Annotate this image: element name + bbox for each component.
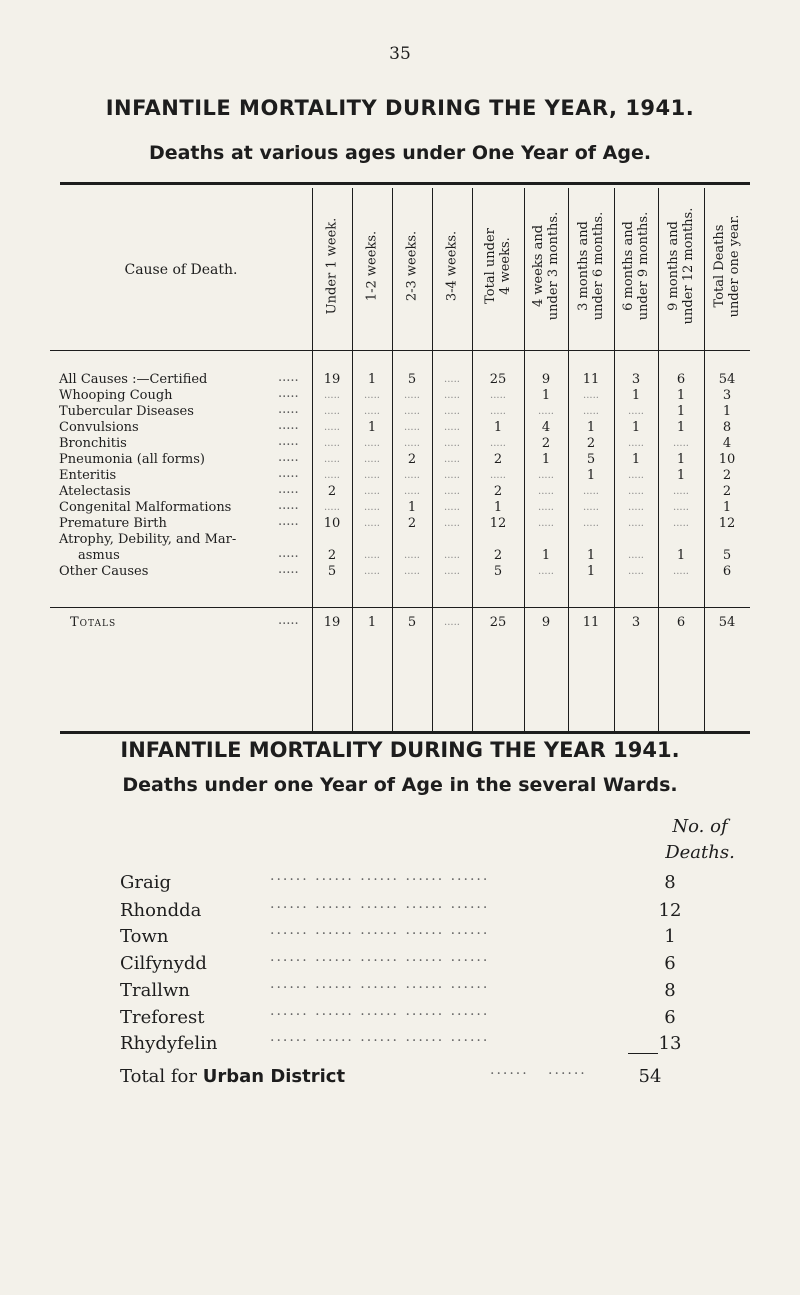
table-cell: ..... <box>444 486 460 497</box>
mortality-table <box>50 182 750 734</box>
table-cell: 6 <box>676 372 686 387</box>
urban-total-row <box>120 1062 720 1087</box>
ward-name: Trallwn <box>120 980 190 1001</box>
column-header-label: 9 months and under 12 months. <box>666 207 696 325</box>
page-title: INFANTILE MORTALITY DURING THE YEAR, 1941. <box>105 96 695 120</box>
table-cell: 1 <box>676 388 686 403</box>
table-cell: 6 <box>722 564 732 579</box>
cause-label: Tubercular Diseases <box>59 404 194 419</box>
leader-dots: ...... ...... ...... ...... ...... <box>270 1003 490 1019</box>
column-header <box>472 190 524 342</box>
table-cell: 2 <box>493 452 503 467</box>
table-cell: 1 <box>407 500 417 515</box>
table-cell: ..... <box>490 438 506 449</box>
ward-deaths: 6 <box>664 953 676 974</box>
table-cell: ..... <box>364 502 380 513</box>
table-cell: ..... <box>628 518 644 529</box>
ward-row <box>120 868 720 898</box>
table-cell: ..... <box>444 566 460 577</box>
leader-dots: ...... ...... <box>490 1062 587 1078</box>
wards-deaths-header-line1: No. of <box>672 816 728 837</box>
table-cell: ..... <box>324 422 340 433</box>
table-cell: 12 <box>489 516 507 531</box>
cause-label: Bronchitis <box>59 436 127 451</box>
table-cell: ..... <box>404 550 420 561</box>
table-cell: ..... <box>404 390 420 401</box>
leader-dots: ..... <box>278 546 299 561</box>
table-cell: ..... <box>444 550 460 561</box>
table-cell: 2 <box>722 468 732 483</box>
table-cell: 1 <box>367 372 377 387</box>
table-cell: 2 <box>327 548 337 563</box>
column-header-label: 2-3 weeks. <box>404 230 420 302</box>
column-header-label: 4 weeks and under 3 months. <box>531 211 561 321</box>
leader-dots: ...... ...... ...... ...... ...... <box>270 896 490 912</box>
totals-cell: 1 <box>367 615 377 630</box>
ward-name: Rhydyfelin <box>120 1033 218 1054</box>
table-cell: ..... <box>444 502 460 513</box>
table-cell: ..... <box>444 518 460 529</box>
header-rule <box>50 350 750 351</box>
totals-cell: 6 <box>676 615 686 630</box>
table-cell: 1 <box>586 548 596 563</box>
cause-label: Pneumonia (all forms) <box>59 452 205 467</box>
ward-name: Rhondda <box>120 900 202 921</box>
table-cell: 9 <box>541 372 551 387</box>
table-cell: 12 <box>718 516 736 531</box>
column-header <box>312 190 352 342</box>
table-cell: 54 <box>718 372 736 387</box>
page-subtitle: Deaths at various ages under One Year of Age. <box>148 142 652 164</box>
column-header <box>524 190 568 342</box>
leader-dots: ..... <box>278 466 299 481</box>
ward-deaths: 1 <box>664 926 676 947</box>
page-number: 35 <box>389 44 411 64</box>
table-cell: 3 <box>631 372 641 387</box>
table-row <box>50 516 750 532</box>
column-header-label: 6 months and under 9 months. <box>621 211 651 321</box>
urban-total-label: Urban District <box>202 1066 346 1087</box>
table-cell: ..... <box>538 502 554 513</box>
table-cell: ..... <box>673 438 689 449</box>
ward-name: Cilfynydd <box>120 953 207 974</box>
leader-dots: ..... <box>278 514 299 529</box>
cause-label: Enteritis <box>59 468 117 483</box>
table-cell: 1 <box>722 404 732 419</box>
column-header-label: Total under 4 weeks. <box>483 228 513 304</box>
table-cell: 1 <box>586 564 596 579</box>
leader-dots: ..... <box>278 402 299 417</box>
table-cell: ..... <box>673 518 689 529</box>
table-cell: 1 <box>493 500 503 515</box>
leader-dots: ...... ...... ...... ...... ...... <box>270 1029 490 1045</box>
table-cell: 1 <box>631 452 641 467</box>
table-cell: 5 <box>493 564 503 579</box>
wards-deaths-header-line2: Deaths. <box>665 842 735 863</box>
table-cell: ..... <box>628 406 644 417</box>
table-cell: ..... <box>364 566 380 577</box>
cause-label: asmus <box>78 548 120 563</box>
table-cell: ..... <box>364 390 380 401</box>
table-cell: ..... <box>673 566 689 577</box>
table-cell: 4 <box>722 436 732 451</box>
totals-cell: 25 <box>489 615 507 630</box>
cause-label: Premature Birth <box>59 516 167 531</box>
ward-name: Graig <box>120 872 171 893</box>
ward-deaths: 13 <box>658 1033 682 1054</box>
table-cell: ..... <box>444 438 460 449</box>
column-header <box>568 190 614 342</box>
column-header-label: 1-2 weeks. <box>364 230 380 302</box>
table-row <box>50 532 750 548</box>
table-cell: 1 <box>367 420 377 435</box>
table-cell: ..... <box>538 470 554 481</box>
cause-label: Other Causes <box>59 564 149 579</box>
table-cell: 2 <box>407 452 417 467</box>
column-header <box>392 190 432 342</box>
table-cell: ..... <box>628 502 644 513</box>
table-cell: 19 <box>323 372 341 387</box>
totals-cell: 54 <box>718 615 736 630</box>
table-cell: ..... <box>404 566 420 577</box>
urban-total-value: 54 <box>638 1066 662 1087</box>
table-cell: 25 <box>489 372 507 387</box>
column-header-label: 3-4 weeks. <box>444 230 460 302</box>
table-cell: 10 <box>323 516 341 531</box>
table-cell: ..... <box>538 486 554 497</box>
table-cell: 3 <box>722 388 732 403</box>
table-cell: ..... <box>490 406 506 417</box>
table-cell: 1 <box>541 388 551 403</box>
ward-deaths: 12 <box>658 900 682 921</box>
table-cell: 1 <box>676 420 686 435</box>
table-row <box>50 388 750 404</box>
table-cell: ..... <box>538 518 554 529</box>
cause-label: All Causes :—Certified <box>59 372 208 387</box>
table-cell: 2 <box>327 484 337 499</box>
table-top-rule <box>60 182 750 185</box>
ward-deaths: 6 <box>664 1007 676 1028</box>
table-cell: ..... <box>404 438 420 449</box>
cause-label: Atrophy, Debility, and Mar- <box>59 532 237 547</box>
column-header <box>614 190 658 342</box>
table-cell: ..... <box>583 406 599 417</box>
table-cell: 1 <box>586 468 596 483</box>
ward-name: Town <box>120 926 169 947</box>
column-header <box>352 190 392 342</box>
cause-label: Atelectasis <box>59 484 131 499</box>
table-row <box>50 436 750 452</box>
table-cell: ..... <box>673 502 689 513</box>
column-header <box>658 190 704 342</box>
leader-dots: ..... <box>278 450 299 465</box>
table-cell: ..... <box>628 438 644 449</box>
table-cell: 1 <box>586 420 596 435</box>
leader-dots: ...... ...... ...... ...... ...... <box>270 949 490 965</box>
leader-dots: ...... ...... ...... ...... ...... <box>270 976 490 992</box>
table-row <box>50 420 750 436</box>
leader-dots: ..... <box>278 562 299 577</box>
table-cell: 4 <box>541 420 551 435</box>
table-cell: ..... <box>583 518 599 529</box>
table-cell: ..... <box>444 390 460 401</box>
table-cell: 2 <box>493 548 503 563</box>
table-cell: ..... <box>444 422 460 433</box>
leader-dots: ..... <box>278 434 299 449</box>
cause-label: Convulsions <box>59 420 139 435</box>
table-cell: ..... <box>444 374 460 385</box>
column-header <box>704 190 750 342</box>
table-cell: ..... <box>324 390 340 401</box>
table-cell: 1 <box>631 420 641 435</box>
table-cell: ..... <box>364 486 380 497</box>
table-cell: 1 <box>541 548 551 563</box>
table-cell: 2 <box>586 436 596 451</box>
table-row <box>50 404 750 420</box>
leader-dots: ..... <box>278 613 299 628</box>
table-cell: 5 <box>327 564 337 579</box>
table-cell: ..... <box>404 486 420 497</box>
table-cell: 1 <box>541 452 551 467</box>
totals-cell: ..... <box>444 617 460 628</box>
leader-dots: ...... ...... ...... ...... ...... <box>270 868 490 884</box>
table-cell: ..... <box>490 390 506 401</box>
table-cell: ..... <box>628 566 644 577</box>
table-cell: ..... <box>673 486 689 497</box>
table-cell: ..... <box>628 470 644 481</box>
table-cell: ..... <box>444 454 460 465</box>
table-cell: ..... <box>324 438 340 449</box>
table-row <box>50 500 750 516</box>
table-cell: ..... <box>324 502 340 513</box>
table-cell: ..... <box>324 470 340 481</box>
leader-dots: ..... <box>278 418 299 433</box>
table-cell: ..... <box>444 406 460 417</box>
table-cell: 11 <box>582 372 600 387</box>
table-bottom-rule <box>60 731 750 734</box>
table-cell: 2 <box>541 436 551 451</box>
wards-sum-rule <box>628 1053 658 1054</box>
table-row <box>50 452 750 468</box>
table-cell: 2 <box>493 484 503 499</box>
table-cell: 2 <box>407 516 417 531</box>
table-cell: 8 <box>722 420 732 435</box>
table-cell: ..... <box>364 518 380 529</box>
leader-dots: ..... <box>278 498 299 513</box>
column-header-label: Under 1 week. <box>324 217 340 315</box>
table-cell: 1 <box>676 548 686 563</box>
table-cell: 2 <box>722 484 732 499</box>
cause-label: Congenital Malformations <box>59 500 232 515</box>
totals-cell: 9 <box>541 615 551 630</box>
table-row <box>50 548 750 564</box>
table-cell: ..... <box>364 406 380 417</box>
table-cell: ..... <box>538 566 554 577</box>
leader-dots: ..... <box>278 482 299 497</box>
table-cell: ..... <box>404 406 420 417</box>
totals-row <box>50 615 750 631</box>
cause-column-header: Cause of Death. <box>124 262 238 278</box>
wards-title: INFANTILE MORTALITY DURING THE YEAR 1941. <box>120 738 680 762</box>
table-cell: ..... <box>324 406 340 417</box>
wards-subtitle: Deaths under one Year of Age in the several Wards. <box>122 774 678 796</box>
table-cell: 10 <box>718 452 736 467</box>
column-header-label: Total Deaths under one year. <box>712 214 742 318</box>
table-cell: 1 <box>676 452 686 467</box>
table-row <box>50 372 750 388</box>
table-cell: ..... <box>324 454 340 465</box>
ward-name: Treforest <box>120 1007 205 1028</box>
leader-dots: ..... <box>278 370 299 385</box>
table-cell: ..... <box>583 486 599 497</box>
table-cell: 5 <box>586 452 596 467</box>
totals-cell: 3 <box>631 615 641 630</box>
table-row <box>50 484 750 500</box>
table-cell: 1 <box>493 420 503 435</box>
totals-label: Totals <box>70 615 117 630</box>
leader-dots: ..... <box>278 386 299 401</box>
table-row <box>50 564 750 580</box>
table-cell: ..... <box>364 470 380 481</box>
column-header <box>432 190 472 342</box>
column-header-label: 3 months and under 6 months. <box>576 211 606 321</box>
table-cell: ..... <box>538 406 554 417</box>
table-cell: 1 <box>676 468 686 483</box>
table-cell: ..... <box>628 550 644 561</box>
table-cell: ..... <box>628 486 644 497</box>
table-cell: 1 <box>722 500 732 515</box>
table-cell: ..... <box>444 470 460 481</box>
ward-row <box>120 1029 720 1059</box>
table-cell: ..... <box>364 550 380 561</box>
table-cell: 5 <box>722 548 732 563</box>
table-cell: ..... <box>364 454 380 465</box>
ward-deaths: 8 <box>664 872 676 893</box>
table-cell: 5 <box>407 372 417 387</box>
totals-cell: 5 <box>407 615 417 630</box>
table-cell: ..... <box>364 438 380 449</box>
ward-deaths: 8 <box>664 980 676 1001</box>
table-row <box>50 468 750 484</box>
table-cell: ..... <box>490 470 506 481</box>
totals-cell: 19 <box>323 615 341 630</box>
table-cell: ..... <box>583 390 599 401</box>
table-cell: 1 <box>676 404 686 419</box>
totals-rule <box>50 607 750 608</box>
table-cell: ..... <box>404 422 420 433</box>
cause-label: Whooping Cough <box>59 388 173 403</box>
leader-dots: ...... ...... ...... ...... ...... <box>270 922 490 938</box>
table-cell: ..... <box>404 470 420 481</box>
table-cell: 1 <box>631 388 641 403</box>
totals-cell: 11 <box>582 615 600 630</box>
table-cell: ..... <box>583 502 599 513</box>
urban-total-prefix: Total for <box>120 1066 203 1087</box>
